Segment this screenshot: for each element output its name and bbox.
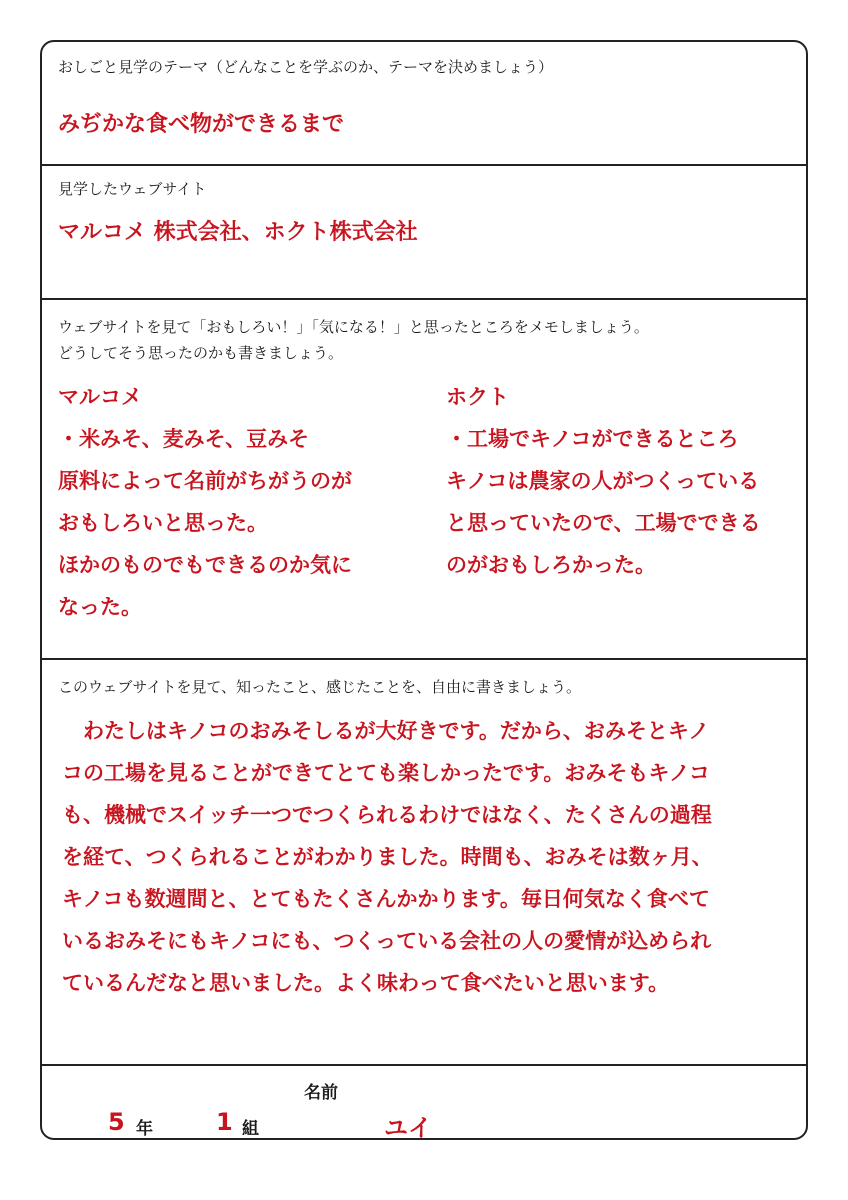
essay-line: ているんだなと思いました。よく味わって食べたいと思います。 (62, 971, 670, 995)
memo-left-line: 原料によって名前がちがうのが (58, 469, 352, 493)
memo-right-line: のがおもしろかった。 (446, 553, 656, 577)
memo-left-column (58, 376, 438, 628)
memo-left-line: ほかのものでもできるのか気に (58, 553, 352, 577)
grade-label: 年 (136, 1119, 153, 1139)
memo-right-line: キノコは農家の人がつくっている (446, 469, 760, 493)
memo-prompt-line2: どうしてそう思ったのかも書きましょう。 (58, 344, 344, 362)
memo-left-line: なった。 (58, 595, 142, 619)
essay-line: も、機械でスイッチ一つでつくられるわけではなく、たくさんの過程 (62, 803, 712, 827)
footer-section (42, 1066, 806, 1140)
memo-left-line: ・米みそ、麦みそ、豆みそ (58, 427, 310, 451)
essay-line: いるおみそにもキノコにも、つくっている会社の人の愛情が込められ (62, 929, 712, 953)
essay-line: を経て、つくられることがわかりました。時間も、おみそは数ヶ月、 (62, 845, 713, 869)
theme-prompt: おしごと見学のテーマ（どんなことを学ぶのか、テーマを決めましょう） (58, 58, 554, 76)
memo-left-title: マルコメ (58, 385, 142, 409)
memo-right-column (446, 376, 796, 586)
memo-right-line: と思っていたので、工場でできる (446, 511, 761, 535)
memo-right-line: ・工場でキノコができるところ (446, 427, 739, 451)
memo-prompt-line1: ウェブサイトを見て「おもしろい！」「気になる！」と思ったところをメモしましょう。 (58, 318, 649, 336)
class-value: 1 (216, 1108, 233, 1136)
website-section (42, 166, 806, 298)
essay-line: わたしはキノコのおみそしるが大好きです。だから、おみそとキノ (62, 719, 710, 743)
memo-right-title: ホクト (446, 385, 509, 409)
theme-section (42, 42, 806, 164)
class-label: 組 (242, 1119, 259, 1139)
name-value: ユイ (384, 1114, 432, 1140)
memo-section (42, 300, 806, 658)
reflection-essay (62, 710, 792, 1004)
worksheet (40, 40, 808, 1140)
essay-line: キノコも数週間と、とてもたくさんかかります。毎日何気なく食べて (62, 887, 710, 911)
theme-answer: みぢかな食べ物ができるまで (58, 112, 345, 137)
reflection-section (42, 660, 806, 1062)
essay-line: コの工場を見ることができてとても楽しかったです。おみそもキノコ (62, 761, 710, 785)
grade-value: 5 (108, 1108, 125, 1136)
reflection-prompt: このウェブサイトを見て、知ったこと、感じたことを、自由に書きましょう。 (58, 678, 582, 696)
website-answer: マルコメ 株式会社、ホクト株式会社 (58, 220, 418, 245)
memo-left-line: おもしろいと思った。 (58, 511, 268, 535)
name-label: 名前 (304, 1083, 338, 1103)
website-prompt: 見学したウェブサイト (58, 180, 207, 198)
